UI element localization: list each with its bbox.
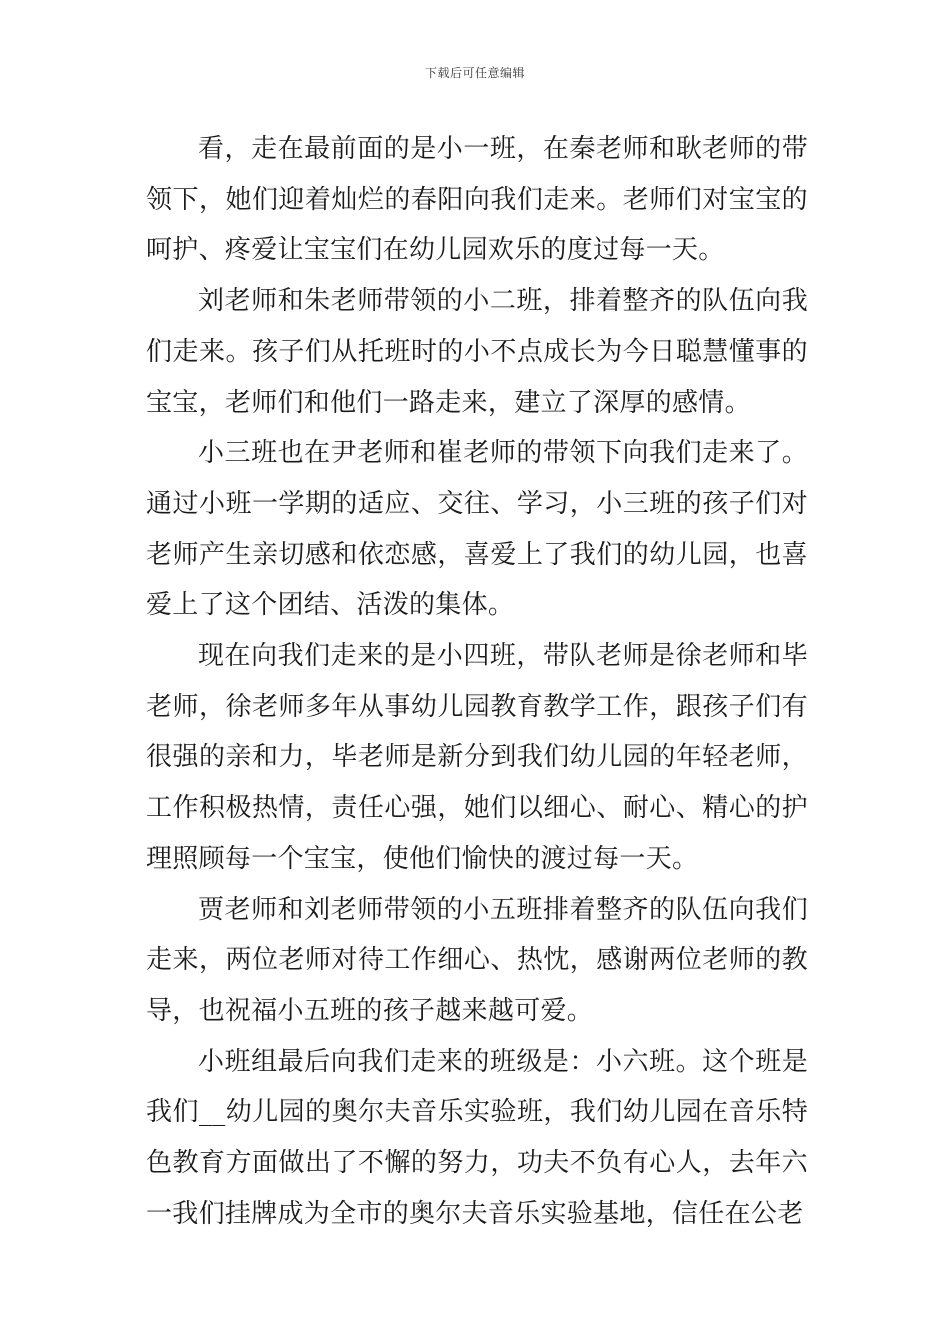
document-body xyxy=(146,124,808,1239)
paragraph-3: 小三班也在尹老师和崔老师的带领下向我们走来了。通过小班一学期的适应、交往、学习，小三班的孩子们对老师产生亲切感和依恋感，喜爱上了我们的幼儿园，也喜爱上了这个团结、活泼的集体。 xyxy=(146,438,808,621)
paragraph-2: 刘老师和朱老师带领的小二班，排着整齐的队伍向我们走来。孩子们从托班时的小不点成长为今日聪慧懂事的宝宝，老师们和他们一路走来，建立了深厚的感情。 xyxy=(146,286,808,418)
paragraph-5: 贾老师和刘老师带领的小五班排着整齐的队伍向我们走来，两位老师对待工作细心、热忱，感谢两位老师的教导，也祝福小五班的孩子越来越可爱。 xyxy=(146,894,808,1026)
page-header: 下载后可任意编辑 xyxy=(424,66,525,80)
paragraph-4: 现在向我们走来的是小四班，带队老师是徐老师和毕老师，徐老师多年从事幼儿园教育教学工作，跟孩子们有很强的亲和力，毕老师是新分到我们幼儿园的年轻老师，工作积极热情，责任心强，她们以细心、耐心、精心的护理照顾每一个宝宝，使他们愉快的渡过每一天。 xyxy=(146,641,808,874)
paragraph-6: 小班组最后向我们走来的班级是：小六班。这个班是我们__幼儿园的奥尔夫音乐实验班，我们幼儿园在音乐特色教育方面做出了不懈的努力，功夫不负有心人，去年六一我们挂牌成为全市的奥尔夫音乐实验基地，信任在公老 xyxy=(146,1046,808,1229)
paragraph-1: 看，走在最前面的是小一班，在秦老师和耿老师的带领下，她们迎着灿烂的春阳向我们走来。老师们对宝宝的呵护、疼爱让宝宝们在幼儿园欢乐的度过每一天。 xyxy=(146,134,808,266)
